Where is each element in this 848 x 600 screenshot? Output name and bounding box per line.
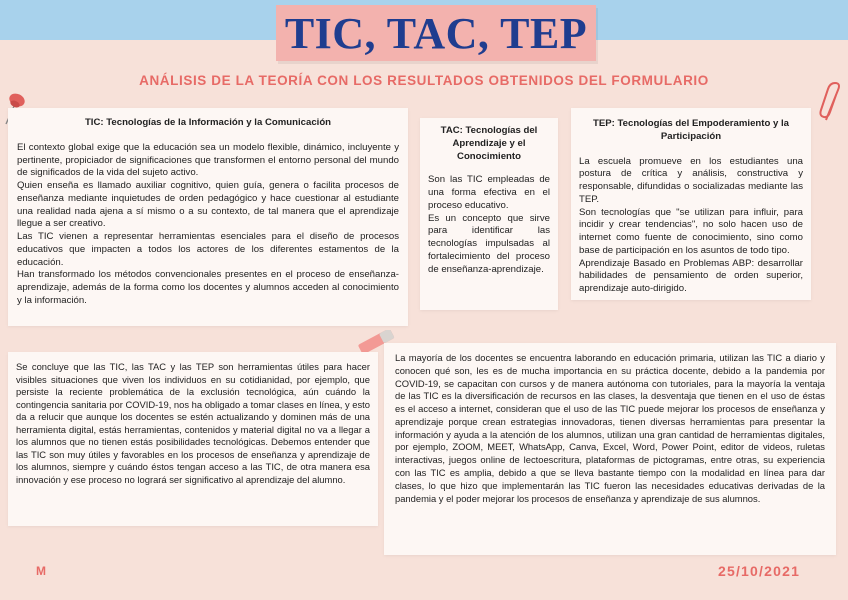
paper-clip-icon: [818, 82, 844, 124]
tac-heading: TAC: Tecnologías del Aprendizaje y el Conocimiento: [440, 125, 538, 162]
survey-results-card: [384, 343, 836, 555]
conclusion-body: Se concluye que las TIC, las TAC y las TEP son herramientas útiles para hacer visibles situaciones que viven los individuos en su cotidianidad, por ejemplo, que persiste la reciente problemática de la exclusión tecnológica, aún cuándo la contingencia sanitaria por COVID-19, nos ha obligado a tomar clases en línea, y esto da a relucir que aunque los docentes se estén actualizando y dominen más de una herramienta digital, estás herramientas, contenidos y material digital no va a llegar a los alumnos que no tienen estás posibilidades tecnológicas. Debemos entender que las TIC son muy útiles y favorables en los procesos de enseñanza y aprendizaje de los alumnos, siempre y cuándo éstos tengan acceso a las TIC, de otra manera esa innovación y ese proceso no logrará ser significativo al aprendizaje del alumno.: [16, 361, 370, 485]
tep-card: [571, 108, 811, 300]
tic-card: [8, 108, 408, 326]
tac-body: Son las TIC empleadas de una forma efectiva en el proceso educativo. Es un concepto que sirve para identificar las tecnologías impulsadas al fortalecimiento del proceso de enseñanza-aprendizaje.: [428, 174, 550, 275]
date-label: 25/10/2021: [718, 563, 801, 579]
conclusion-card: [8, 352, 378, 526]
survey-body: La mayoría de los docentes se encuentra laborando en educación primaria, utilizan las TIC a diario y conocen qué son, les es de mucha importancia en su práctica docente, debido a la pandemia por COVID-19, se capacitan con cursos y de manera autónoma con tutoriales, para la mayoría la ventaja de las TIC es la diversificación de recursos en las clases, la desventaja que tienen en el uso de éstas es el acceso a internet, consideran que el uso de las TIC puede mejorar los procesos de enseñanza y aprendizaje porque crean estrategias innovadoras, tienen diversas herramientas para presentar la información y ayuda a la atención de los alumnos, utilizan una gran cantidad de herramientas digitales, por ejemplo, ZOOM, MEET, WhatsApp, Canva, Excel, Word, Power Point, editor de videos, ruletas interactivas, juegos online de lectoescritura, plataformas de pictogramas, entre otras, su experiencia con las TIC es amplia, debido a que se lleva bastante tiempo con la modalidad en línea para dar clases, lo que hizo que implementarán las TIC fueron las necesidades educativas derivadas de la pandemia y el poder mejorar los procesos de enseñanza y aprendizaje de sus alumnos.: [395, 352, 825, 504]
tep-heading: TEP: Tecnologías del Empoderamiento y la Participación: [592, 118, 789, 142]
tep-body: La escuela promueve en los estudiantes una postura de crítica y análisis, constructiva y responsable, difundidas o socializadas mediante las TEP. Son tecnologías que "se utilizan para influir, para incidir y crear tendencias", no solo hacen uso de internet como fuente de conocimiento, sino como base de participación en los asuntos de todo tipo. Aprendizaje Basado en Problemas ABP: desarrollar habilidades de pensamiento de orden superior, aprendizaje auto-dirigido.: [579, 155, 803, 294]
tic-heading: TIC: Tecnologías de la Información y la Comunicación: [84, 117, 332, 128]
page-title: TIC, TAC, TEP: [284, 8, 588, 58]
tic-body: El contexto global exige que la educación sea un modelo flexible, dinámico, incluyente y pertinente, propiciador de significaciones que transformen el entorno personal del mundo de significados de la vida del sujeto activo. Quien enseña es llamado auxiliar cognitivo, quien guía, genera o facilita procesos de enseñanza mediante inquietudes de orden pedagógico y hace cuestionar al estudiante una realidad nada ajena a sí mismo o a su contexto, de tal manera que el aprendizaje llegue a ser creativo. Las TIC vienen a representar herramientas esenciales para el diseño de procesos educativos que impacten a todos los actores de los diferentes estamentos de la educación. Han transformado los métodos convencionales presentes en el proceso de enseñanza-aprendizaje, además de la forma como los docentes y alumnos acceden al conocimiento y la información.: [17, 141, 399, 306]
author-initial: M: [36, 564, 46, 578]
page-subtitle: ANÁLISIS DE LA TEORÍA CON LOS RESULTADOS OBTENIDOS DEL FORMULARIO: [139, 73, 709, 88]
tac-card: [420, 118, 558, 310]
title-banner: [276, 5, 596, 61]
